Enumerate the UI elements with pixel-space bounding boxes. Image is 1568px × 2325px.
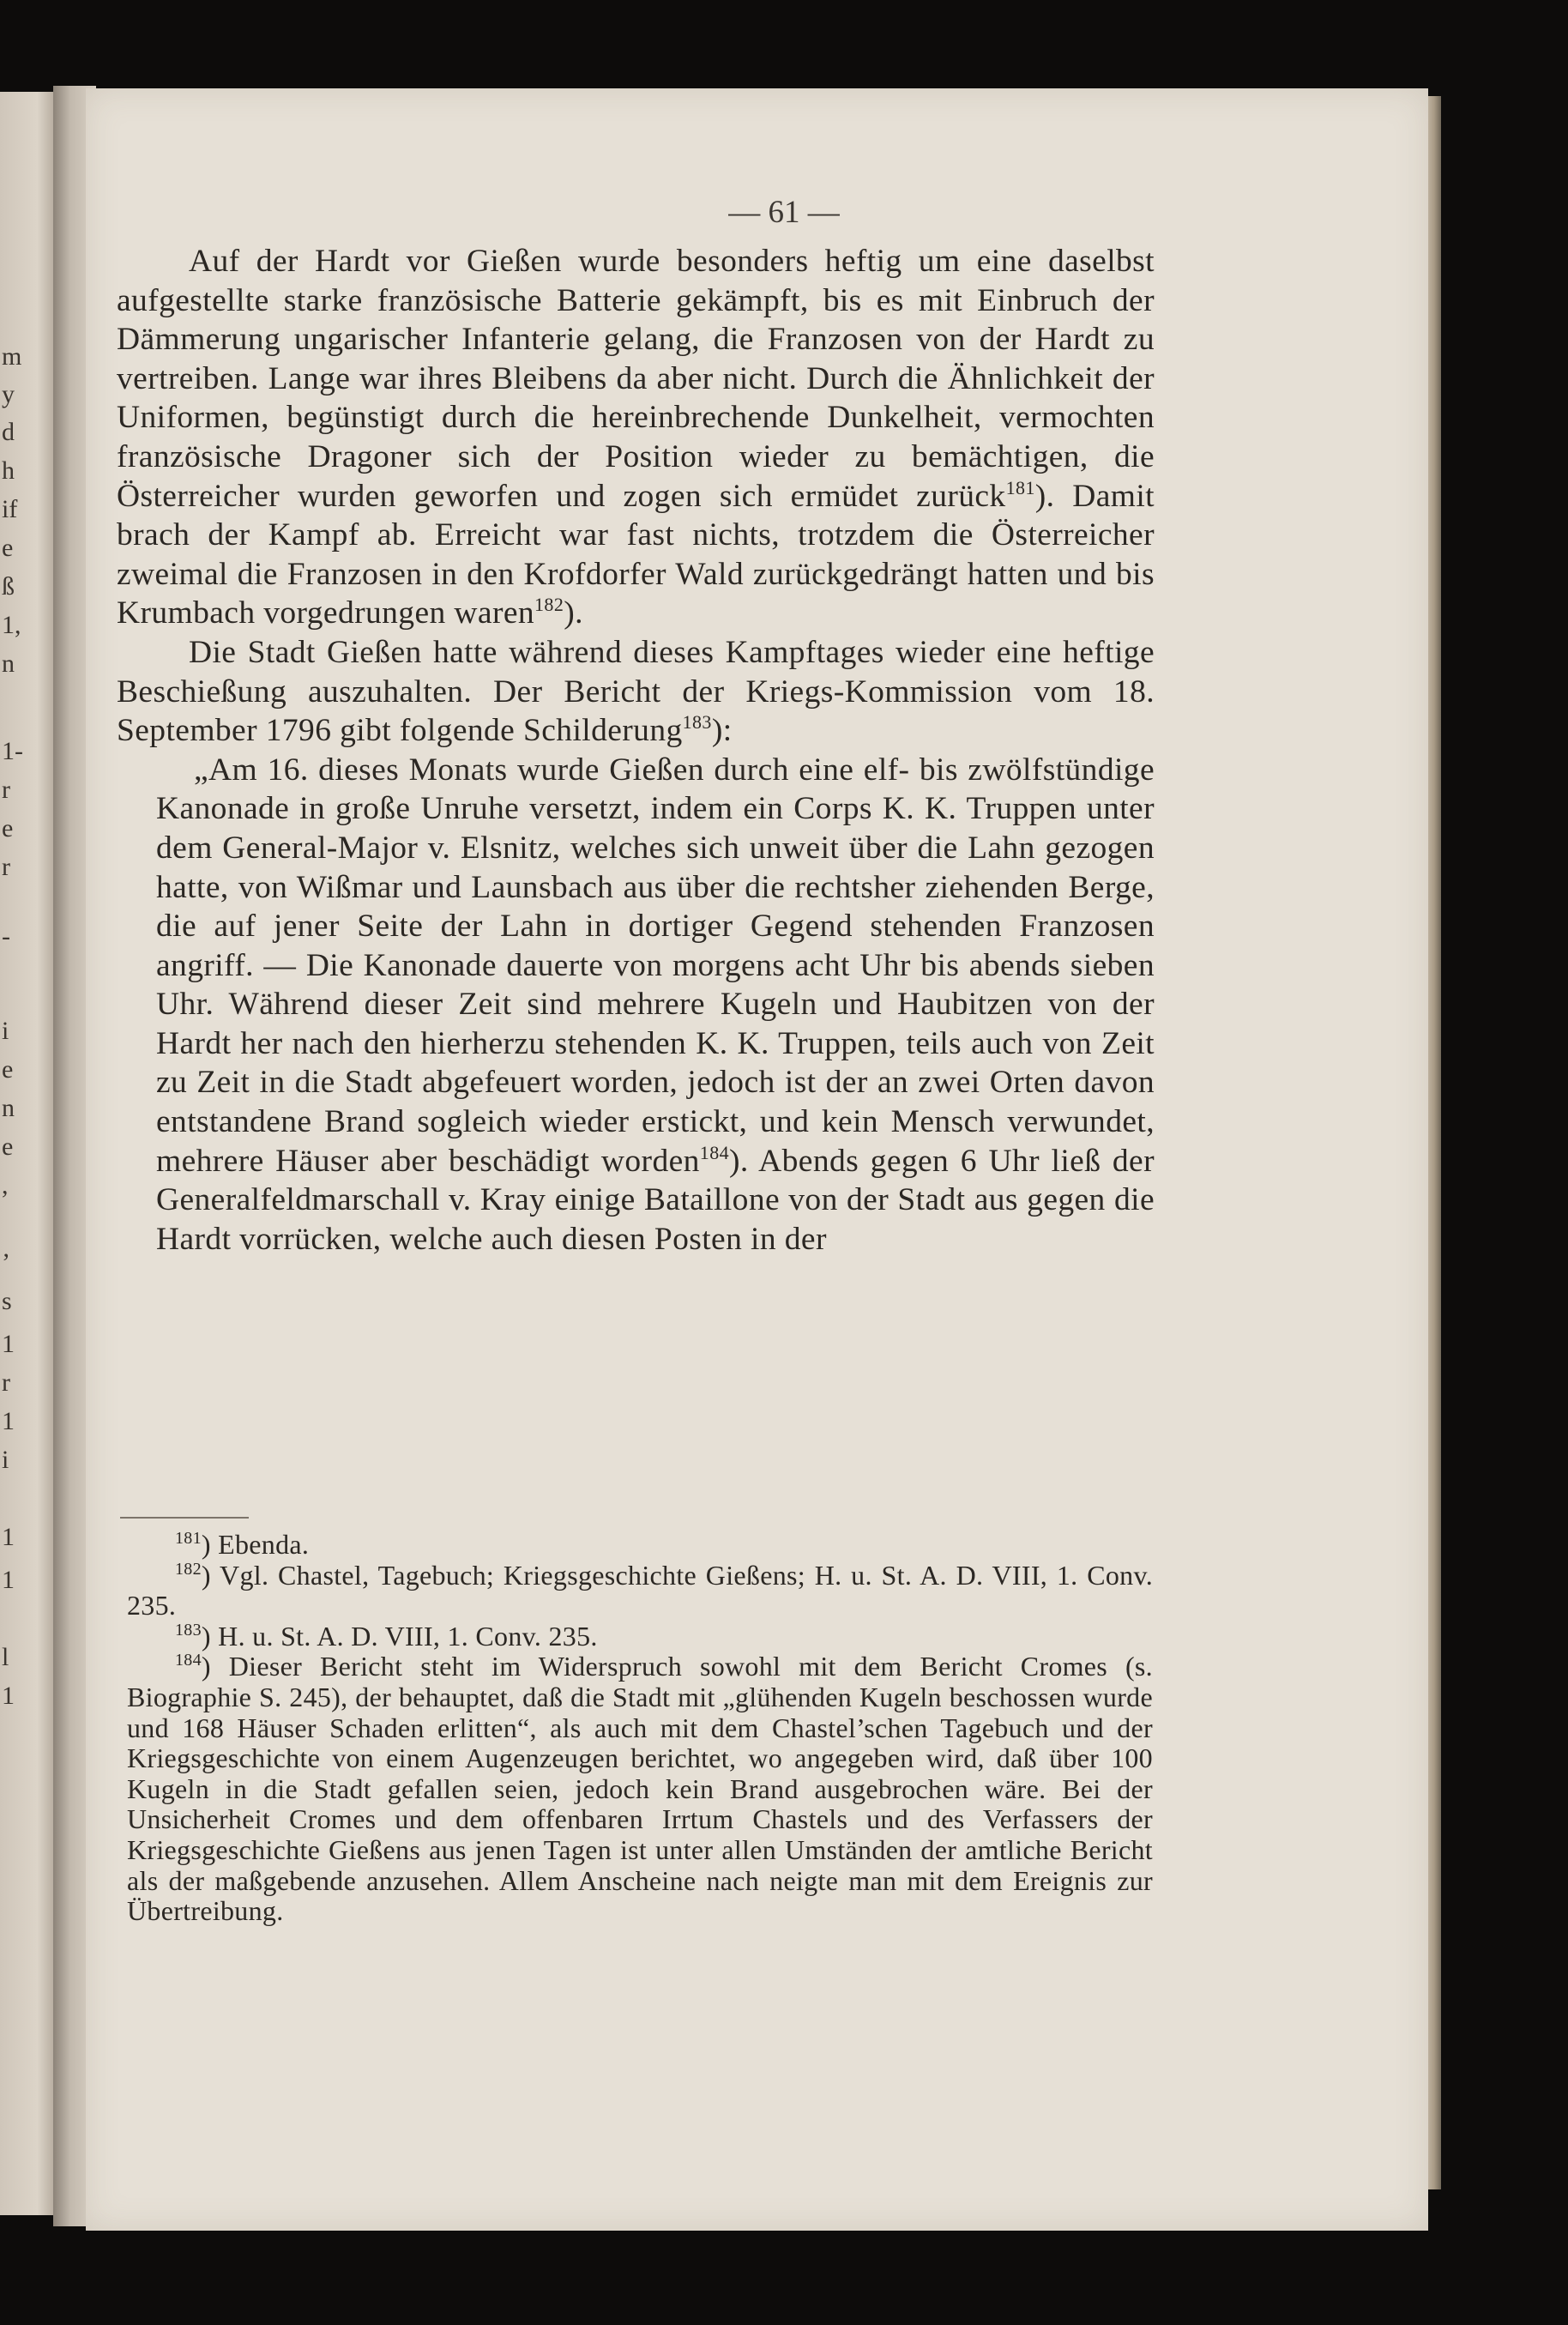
margin-fragment: 1: [2, 1330, 15, 1358]
margin-fragment: 1: [2, 1407, 15, 1435]
footnote-ref-183: 183: [682, 711, 712, 734]
margin-fragment: m: [2, 342, 22, 371]
main-text: [117, 242, 1155, 1259]
margin-fragment: 1: [2, 1682, 15, 1710]
footnote-ref-181: 181: [1005, 476, 1035, 498]
footnote-183: $^{183}$) H. u. St. A. D. VIII, 1. Conv. 235.: [175, 1620, 598, 1652]
block-quote: „Am 16. dieses Monats wurde Gießen durch eine elf- bis zwölfstündige Kanonade in große Unruhe versetzt, indem ein Corps K. K. Truppen unter dem General-Major v. Elsnitz, welches sich unweit über die Lahn gezogen hatte, von Wißmar und Launsbach aus über die rechtsher ziehenden Berge, die auf jener Seite der Lahn in dortiger Gegend stehenden Franzosen angriff. — Die Kanonade dauerte von morgens acht Uhr bis abends sieben Uhr. Während dieser Zeit sind mehrere Kugeln und Haubitzen von der Hardt her nach den hierherzu stehenden K. K. Truppen, teils auch von Zeit zu Zeit in die Stadt abgefeuert worden, jedoch ist der an zwei Orten davon entstandene Brand sogleich wieder erstickt, und kein Mensch verwundet, mehrere Häuser aber beschädigt worden$^{184}$). Abends gegen 6 Uhr ließ der Generalfeldmarschall v. Kray einige Bataillone von der Stadt aus gegen die Hardt vorrücken, welche auch diesen Posten in der: [156, 752, 1155, 1257]
margin-fragment: 1: [2, 1566, 15, 1594]
paragraph-2: Die Stadt Gießen hatte während dieses Kampftages wieder eine heftige Beschießung auszuhalten. Der Bericht der Kriegs-Kommission vom 18. September 1796 gibt folgende Schilderung$^{183}$):: [117, 634, 1155, 749]
margin-fragment: -: [2, 922, 10, 951]
margin-fragment: ,: [2, 1171, 9, 1199]
margin-fragment: 1: [2, 1523, 15, 1551]
margin-fragment: e: [2, 1132, 14, 1161]
page-number: — 61 —: [728, 195, 840, 230]
margin-fragment: ß: [2, 572, 15, 601]
margin-fragment: 1-: [2, 737, 23, 765]
footnote-184: $^{184}$) Dieser Bericht steht im Widerspruch sowohl mit dem Bericht Cromes (s. Biographie S. 245), der behauptet, daß die Stadt mit „glühenden Kugeln beschossen wurde und 168 Häuser Schaden erlitten“, als auch mit dem Chastel’schen Tagebuch und der Kriegsgeschichte von einem Augenzeugen berichtet, wo angegeben wird, daß über 100 Kugeln in die Stadt gefallen seien, jedoch kein Brand ausgebrochen wäre. Bei der Unsicherheit Cromes und dem offenbaren Irrtum Chastels und des Verfassers der Kriegsgeschichte Gießens aus jenen Tagen ist unter allen Umständen der amtliche Bericht als der maßgebende anzusehen. Allem Anscheine nach neigte man mit dem Ereignis zur Übertreibung.: [127, 1651, 1153, 1927]
footnote-ref-182: 182: [534, 594, 564, 616]
margin-fragment: s: [2, 1287, 12, 1315]
margin-fragment: ’: [2, 1248, 10, 1277]
margin-fragment: r: [2, 776, 10, 804]
margin-fragment: l: [2, 1643, 9, 1671]
footnote-182: $^{182}$) Vgl. Chastel, Tagebuch; Kriegsgeschichte Gießens; H. u. St. A. D. VIII, 1. Conv. 235.: [127, 1559, 1153, 1621]
margin-fragment: e: [2, 1055, 14, 1084]
margin-fragment: i: [2, 1017, 9, 1045]
margin-fragment: r: [2, 853, 10, 881]
previous-page-strip: [0, 92, 53, 2215]
footnote-rule: [120, 1517, 249, 1519]
margin-fragment: e: [2, 534, 14, 562]
margin-fragment: d: [2, 418, 15, 446]
margin-fragment: 1,: [2, 611, 21, 639]
margin-fragment: if: [2, 495, 18, 523]
margin-fragment: h: [2, 456, 15, 485]
footnotes: [127, 1530, 1153, 1927]
footnote-181: $^{181}$) Ebenda.: [175, 1529, 310, 1560]
margin-fragment: e: [2, 814, 14, 842]
margin-fragment: n: [2, 649, 15, 678]
footnote-ref-184: 184: [699, 1141, 729, 1163]
paragraph-1: Auf der Hardt vor Gießen wurde besonders heftig um eine daselbst aufgestellte starke französische Batterie gekämpft, bis es mit Einbruch der Dämmerung ungarischer Infanterie gelang, die Franzosen von der Hardt zu vertreiben. Lange war ihres Bleibens da aber nicht. Durch die Ähnlichkeit der Uniformen, begünstigt durch die hereinbrechende Dunkelheit, vermochten französische Dragoner sich der Position wieder zu bemächtigen, die Österreicher wurden geworfen und zogen sich ermüdet zurück$^{181}$). Damit brach der Kampf ab. Erreicht war fast nichts, trotzdem die Österreicher zweimal die Franzosen in den Krofdorfer Wald zurückgedrängt hatten und bis Krumbach vorgedrungen waren$^{182}$).: [117, 244, 1155, 631]
margin-fragment: r: [2, 1368, 10, 1397]
margin-fragment: y: [2, 380, 15, 408]
margin-fragment: n: [2, 1094, 15, 1122]
margin-fragment: i: [2, 1446, 9, 1474]
